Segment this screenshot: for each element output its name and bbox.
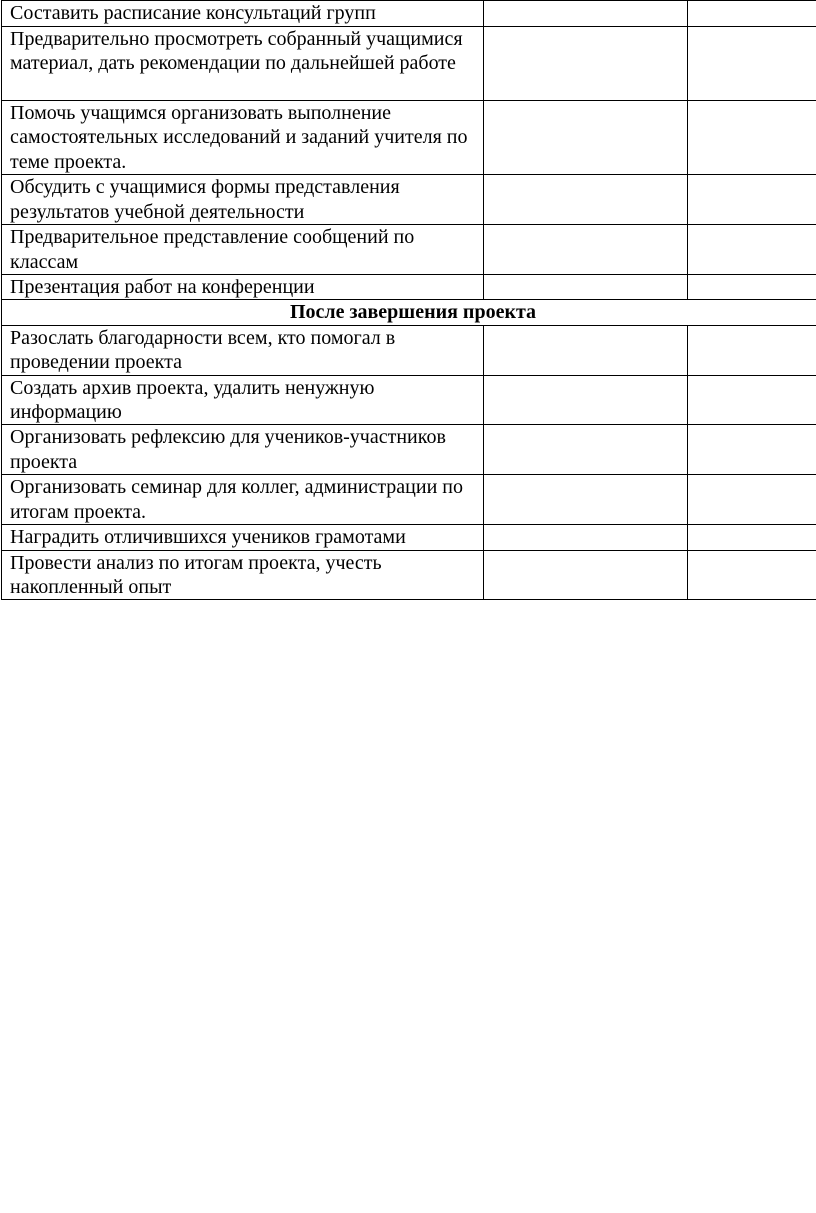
- task-cell: Провести анализ по итогам проекта, учесть накопленный опыт: [2, 550, 484, 600]
- task-cell: Предварительно просмотреть собранный учащимися материал, дать рекомендации по дальнейшей работе: [2, 27, 484, 101]
- task-cell: Предварительное представление сообщений по классам: [2, 225, 484, 275]
- project-plan-table: [1, 0, 816, 600]
- table-row: [2, 475, 816, 525]
- table-row: [2, 425, 816, 475]
- empty-cell: [484, 275, 688, 300]
- empty-cell: [688, 101, 816, 175]
- section-row: [2, 300, 816, 325]
- table-row: [2, 525, 816, 550]
- empty-cell: [688, 175, 816, 225]
- empty-cell: [484, 325, 688, 375]
- task-cell: Помочь учащимся организовать выполнение самостоятельных исследований и заданий учителя по теме проекта.: [2, 101, 484, 175]
- table-row: [2, 275, 816, 300]
- task-cell: Создать архив проекта, удалить ненужную информацию: [2, 375, 484, 425]
- table-row: [2, 27, 816, 101]
- empty-cell: [484, 375, 688, 425]
- table-row: [2, 225, 816, 275]
- empty-cell: [484, 175, 688, 225]
- empty-cell: [688, 275, 816, 300]
- empty-cell: [688, 525, 816, 550]
- empty-cell: [484, 1, 688, 27]
- task-cell: Организовать семинар для коллег, администрации по итогам проекта.: [2, 475, 484, 525]
- empty-cell: [484, 475, 688, 525]
- table-row: [2, 1, 816, 27]
- empty-cell: [688, 225, 816, 275]
- task-cell: Презентация работ на конференции: [2, 275, 484, 300]
- table-row: [2, 325, 816, 375]
- task-cell: Разослать благодарности всем, кто помогал в проведении проекта: [2, 325, 484, 375]
- empty-cell: [484, 27, 688, 101]
- empty-cell: [688, 27, 816, 101]
- task-cell: Составить расписание консультаций групп: [2, 1, 484, 27]
- task-cell: Организовать рефлексию для учеников-участников проекта: [2, 425, 484, 475]
- empty-cell: [484, 425, 688, 475]
- table-row: [2, 375, 816, 425]
- table-row: [2, 175, 816, 225]
- empty-cell: [688, 475, 816, 525]
- empty-cell: [484, 525, 688, 550]
- empty-cell: [484, 550, 688, 600]
- empty-cell: [688, 425, 816, 475]
- table-row: [2, 550, 816, 600]
- section-heading: После завершения проекта: [2, 300, 816, 325]
- empty-cell: [688, 550, 816, 600]
- empty-cell: [688, 1, 816, 27]
- task-cell: Наградить отличившихся учеников грамотами: [2, 525, 484, 550]
- empty-cell: [688, 325, 816, 375]
- empty-cell: [484, 225, 688, 275]
- table-row: [2, 101, 816, 175]
- task-cell: Обсудить с учащимися формы представления результатов учебной деятельности: [2, 175, 484, 225]
- empty-cell: [688, 375, 816, 425]
- empty-cell: [484, 101, 688, 175]
